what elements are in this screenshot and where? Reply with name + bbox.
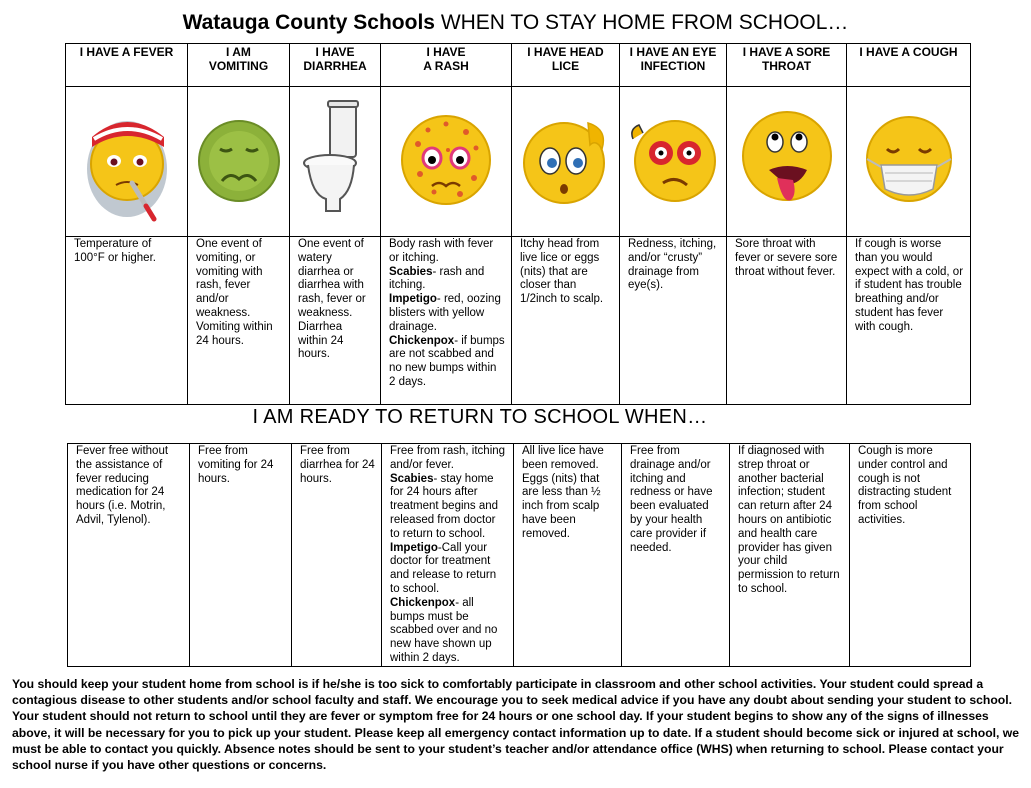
header-eye-infection: I HAVE AN EYE INFECTION (620, 44, 727, 87)
return-scabies-label: Scabies (390, 472, 434, 485)
return-rash-intro: Free from rash, itching and/or fever. (390, 445, 506, 471)
header-sore-throat: I HAVE A SORE THROAT (727, 44, 847, 87)
toilet-icon (300, 99, 370, 219)
stay-home-fever: Temperature of 100°F or higher. (66, 237, 188, 405)
header-cough: I HAVE A COUGH (847, 44, 971, 87)
return-eye: Free from drainage and/or itching and redness or have been evaluated by your health care provider if needed. (622, 444, 730, 667)
return-row (68, 444, 971, 667)
title-subtitle: WHEN TO STAY HOME FROM SCHOOL… (434, 11, 849, 34)
cough-mask-emoji-icon (859, 109, 959, 209)
stay-home-vomiting: One event of vomiting, or vomiting with rash, fever and/or weakness. Vomiting within 24 hours. (188, 237, 290, 405)
stay-home-eye: Redness, itching, and/or “crusty” drainage from eye(s). (620, 237, 727, 405)
return-fever: Fever free without the assistance of fever reducing medication for 24 hours (i.e. Motrin, Advil, Tylenol). (68, 444, 190, 667)
chickenpox-label: Chickenpox (389, 334, 455, 347)
impetigo-text: - red, oozing blisters with yellow drainage. (389, 293, 501, 333)
scabies-text: - rash and itching. (389, 265, 485, 292)
stay-home-lice: Itchy head from live lice or eggs (nits) that are closer than 1/2inch to scalp. (512, 237, 620, 405)
title-school-name: Watauga County Schools (182, 11, 435, 34)
rash-emoji-icon (396, 104, 496, 214)
fever-emoji-icon (72, 89, 182, 229)
return-throat: If diagnosed with strep throat or another bacterial infection; student can return after 24 hours on antibiotic and health care provider has given your child permission to return to school. (730, 444, 850, 667)
sore-throat-emoji-icon (737, 104, 837, 214)
return-scabies-text: - stay home for 24 hours after treatment begins and released from doctor to return to school. (390, 472, 499, 540)
chickenpox-text: - if bumps are not scabbed and no new bumps within 2 days. (389, 334, 505, 388)
header-fever: I HAVE A FEVER (66, 44, 188, 87)
return-rash (382, 444, 514, 667)
header-head-lice: I HAVE HEAD LICE (512, 44, 620, 87)
return-impetigo-text: -Call your doctor for treatment and release to return to school. (390, 541, 497, 595)
return-chickenpox-label: Chickenpox (390, 596, 456, 609)
page-title (0, 10, 1031, 36)
header-diarrhea: I HAVE DIARRHEA (290, 44, 381, 87)
header-rash: I HAVE A RASH (381, 44, 512, 87)
image-row (66, 87, 971, 237)
stay-home-cough: If cough is worse than you would expect with a cold, or if student has trouble breathing and/or student has fever with cough. (847, 237, 971, 405)
return-cough: Cough is more under control and cough is not distracting student from school activities. (850, 444, 971, 667)
head-lice-emoji-icon (516, 109, 616, 209)
header-row (66, 44, 971, 87)
stay-home-rash (381, 237, 512, 405)
return-chickenpox-text: - all bumps must be scabbed over and no new have shown up within 2 days. (390, 596, 498, 664)
return-lice: All live lice have been removed. Eggs (nits) that are less than ½ inch from scalp have been removed. (514, 444, 622, 667)
return-table (67, 443, 971, 667)
return-section-title: I AM READY TO RETURN TO SCHOOL WHEN… (252, 406, 708, 428)
scabies-label: Scabies (389, 265, 433, 278)
stay-home-table (65, 43, 971, 405)
stay-home-diarrhea: One event of watery diarrhea or diarrhea with rash, fever or weakness. Diarrhea within 24 hours. (290, 237, 381, 405)
return-diarrhea: Free from diarrhea for 24 hours. (292, 444, 382, 667)
vomiting-emoji-icon (194, 109, 284, 209)
eye-infection-emoji-icon (623, 109, 723, 209)
guidance-paragraph: You should keep your student home from school is if he/she is too sick to comfortably participate in classroom and other school activities. Your student could spread a contagious disease to other students and/or school faculty and staff. We encourage you to seek medical advice if you have any doubt about sending your student to school. Your student should not return to school until they are fever or symptom free for 24 hours or one school day. If your student begins to show any of the signs of illnesses above, it will be necessary for you to pick up your student. Please keep all emergency contact information up to date. If a student should become sick or injured at school, we must be able to contact you quickly. Absence notes should be sent to your student’s teacher and/or attendance office (WHS) when returning to school. Please contact your school nurse if you have other questions or concerns. (12, 677, 1020, 773)
rash-intro: Body rash with fever or itching. (389, 238, 494, 264)
stay-home-throat: Sore throat with fever or severe sore throat without fever. (727, 237, 847, 405)
return-impetigo-label: Impetigo (390, 541, 438, 554)
stay-home-row (66, 237, 971, 405)
return-vomiting: Free from vomiting for 24 hours. (190, 444, 292, 667)
header-vomiting: I AM VOMITING (188, 44, 290, 87)
impetigo-label: Impetigo (389, 293, 437, 306)
